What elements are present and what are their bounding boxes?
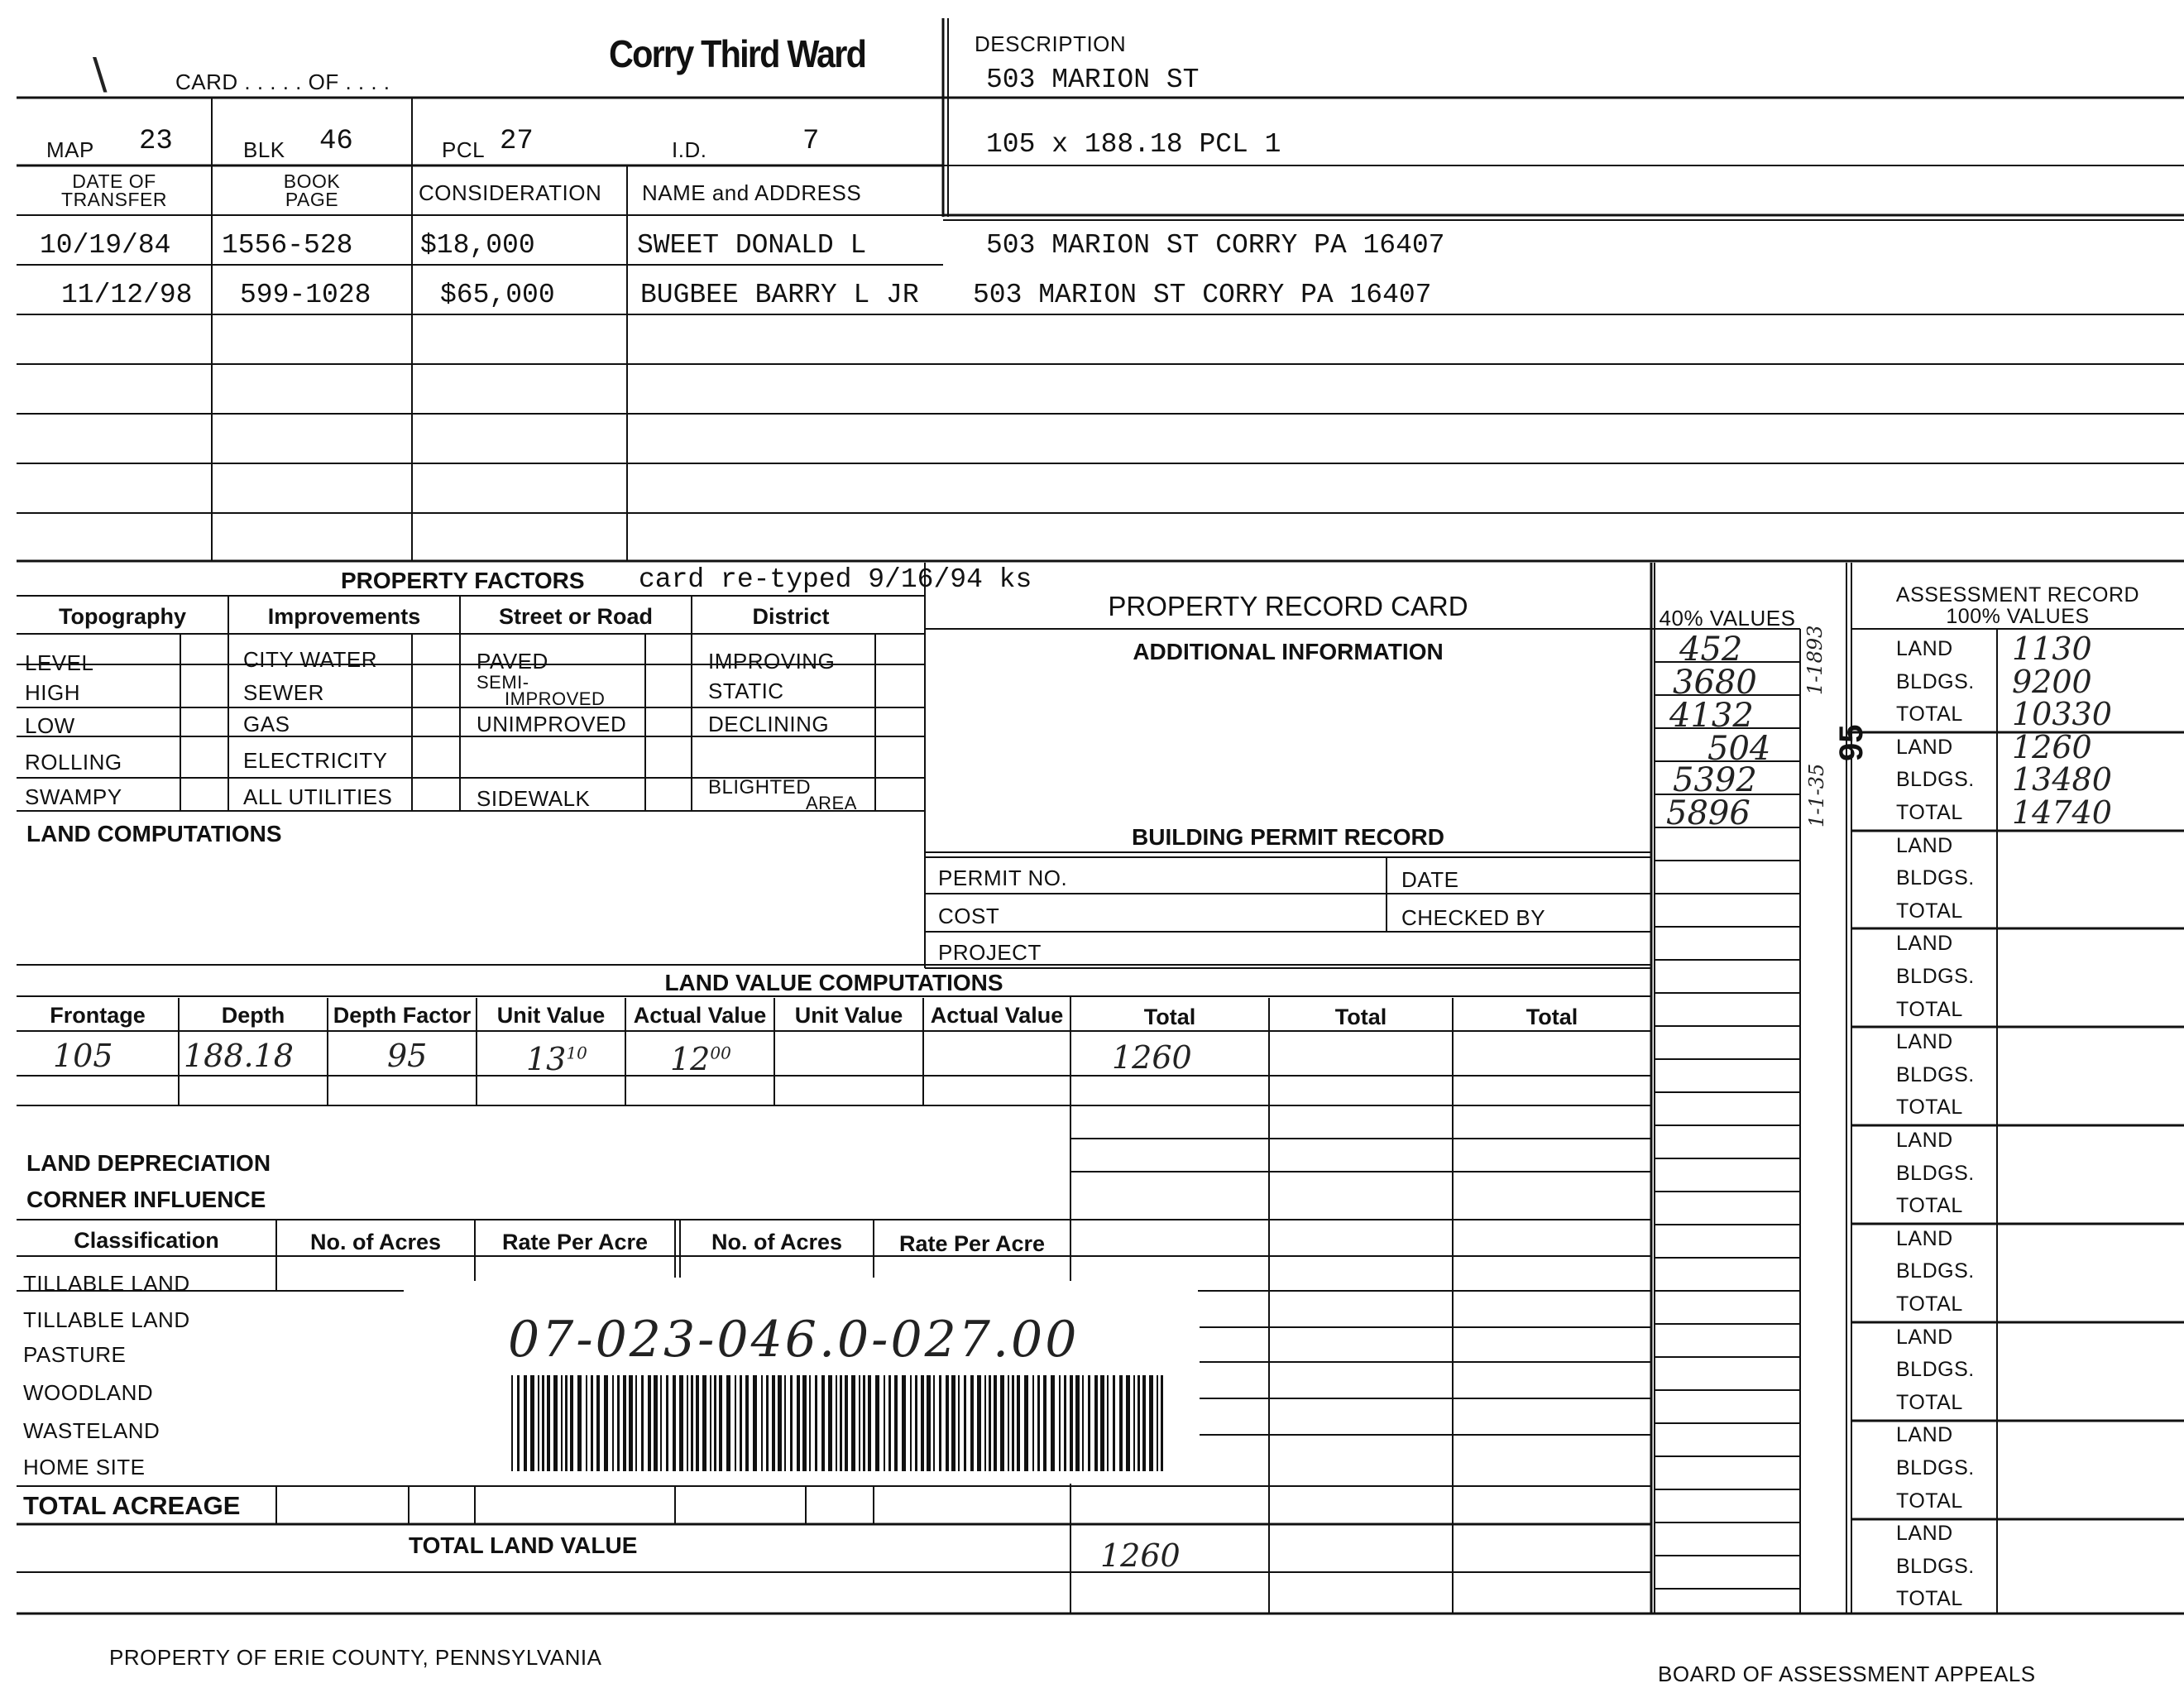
barcode-bar xyxy=(933,1375,935,1471)
barcode-bar xyxy=(654,1375,658,1471)
barcode-bar xyxy=(542,1375,544,1471)
barcode-bar xyxy=(735,1375,736,1471)
district-header: District xyxy=(752,604,830,629)
lv-col-actual-value-2: Actual Value xyxy=(930,1003,1064,1028)
barcode-bar xyxy=(696,1375,699,1471)
retyped-note: card re-typed 9/16/94 ks xyxy=(639,564,1032,595)
barcode-bar xyxy=(894,1375,898,1471)
transfer-1-book: 1556-528 xyxy=(222,230,353,261)
land-depreciation-label: LAND DEPRECIATION xyxy=(26,1150,271,1176)
topo-level: LEVEL xyxy=(25,650,94,675)
barcode-bar xyxy=(790,1375,793,1471)
barcode-bar xyxy=(714,1375,716,1471)
assessment-value-land: 1260 xyxy=(2012,728,2092,765)
barcode-bar xyxy=(1017,1375,1020,1471)
barcode-bar xyxy=(784,1375,786,1471)
barcode-bar xyxy=(939,1375,941,1471)
lv-unit-value: $13^{10}$ xyxy=(526,1041,587,1077)
topo-low: LOW xyxy=(25,713,75,738)
barcode-bar xyxy=(702,1375,706,1471)
permit-project-label: PROJECT xyxy=(938,940,1042,965)
acreage-row-tillable-2: TILLABLE LAND xyxy=(23,1307,190,1332)
barcode-bar xyxy=(927,1375,931,1471)
col-consideration: CONSIDERATION xyxy=(419,180,602,205)
margin-note-1: 1-1893 xyxy=(1803,625,1827,695)
street-sidewalk: SIDEWALK xyxy=(477,786,591,811)
lv-col-total-2: Total xyxy=(1334,1005,1387,1029)
transfer-1-consideration: $18,000 xyxy=(420,230,535,261)
barcode-bar xyxy=(802,1375,807,1471)
barcode-bar xyxy=(1107,1375,1109,1471)
building-permit-title: BUILDING PERMIT RECORD xyxy=(1132,824,1444,850)
barcode-bar xyxy=(1012,1375,1014,1471)
barcode-bar xyxy=(1075,1375,1080,1471)
street-semi: SEMI- xyxy=(477,672,529,693)
total-land-value-amount: 1260 xyxy=(1100,1537,1181,1574)
barcode-bar xyxy=(641,1375,644,1471)
parcel-sticker xyxy=(404,1281,1198,1484)
acreage-col-rate-2: Rate Per Acre xyxy=(898,1231,1046,1256)
barcode-bar xyxy=(517,1375,520,1471)
street-header: Street or Road xyxy=(498,604,654,629)
barcode-bar xyxy=(888,1375,891,1471)
barcode-bar xyxy=(778,1375,782,1471)
value-40-2: 3680 xyxy=(1673,664,1757,702)
assessment-label-bldgs: BLDGS. xyxy=(1896,1161,1975,1185)
barcode-bar xyxy=(875,1375,879,1471)
land-value-title: LAND VALUE COMPUTATIONS xyxy=(664,970,1003,995)
permit-checked-by-label: CHECKED BY xyxy=(1401,905,1546,930)
permit-cost-label: COST xyxy=(938,904,1000,928)
district-declining: DECLINING xyxy=(708,712,830,736)
assessment-label-total: TOTAL xyxy=(1896,1292,1963,1316)
barcode-bar xyxy=(604,1375,608,1471)
topo-swampy: SWAMPY xyxy=(25,784,122,809)
lv-col-unit-value-1: Unit Value xyxy=(496,1003,606,1028)
acreage-row-wasteland: WASTELAND xyxy=(23,1418,160,1443)
barcode-bar xyxy=(740,1375,742,1471)
id-value: 7 xyxy=(802,126,820,157)
barcode-bar xyxy=(809,1375,811,1471)
assessment-label-bldgs: BLDGS. xyxy=(1896,1456,1975,1479)
values-40-header: 40% VALUES xyxy=(1659,606,1796,631)
barcode-bar xyxy=(577,1375,582,1471)
barcode-bar xyxy=(524,1375,527,1471)
street-unimproved: UNIMPROVED xyxy=(477,712,627,736)
acreage-col-acres-1: No. of Acres xyxy=(309,1230,442,1254)
acreage-row-tillable-1: TILLABLE LAND xyxy=(23,1271,190,1296)
district-blighted: BLIGHTED xyxy=(708,776,812,798)
barcode-bar xyxy=(951,1375,956,1471)
barcode-bar xyxy=(629,1375,633,1471)
barcode-bar xyxy=(845,1375,848,1471)
parcel-number: 07-023-046.0-027.00 xyxy=(508,1311,1080,1369)
lv-col-total-1: Total xyxy=(1143,1005,1196,1029)
barcode-bar xyxy=(1100,1375,1104,1471)
corner-influence-label: CORNER INFLUENCE xyxy=(26,1187,266,1212)
barcode-bar xyxy=(859,1375,860,1471)
barcode-bar xyxy=(797,1375,800,1471)
description-label: DESCRIPTION xyxy=(975,31,1127,56)
permit-no-label: PERMIT NO. xyxy=(938,866,1068,890)
barcode-bar xyxy=(977,1375,981,1471)
permit-date-label: DATE xyxy=(1401,867,1459,892)
barcode-bar xyxy=(1133,1375,1135,1471)
total-acreage-label: TOTAL ACREAGE xyxy=(23,1491,241,1520)
barcode-bar xyxy=(745,1375,749,1471)
assessment-label-land: LAND xyxy=(1896,1030,1953,1054)
lv-frontage-value: 105 xyxy=(53,1038,113,1074)
assessment-value-land: 1130 xyxy=(2012,631,2092,667)
barcode-bar xyxy=(964,1375,966,1471)
assessment-label-total: TOTAL xyxy=(1896,1096,1963,1120)
footer-left: PROPERTY OF ERIE COUNTY, PENNSYLVANIA xyxy=(109,1645,602,1670)
property-record-card-title: PROPERTY RECORD CARD xyxy=(1108,591,1468,621)
barcode-bar xyxy=(753,1375,757,1471)
transfer-2-name: BUGBEE BARRY L JR xyxy=(640,280,919,310)
check-mark: ∖ xyxy=(84,51,113,101)
barcode-bar xyxy=(1000,1375,1004,1471)
barcode-bar xyxy=(921,1375,924,1471)
barcode-bar xyxy=(984,1375,986,1471)
street-paved: PAVED xyxy=(477,649,548,674)
barcode-bar xyxy=(553,1375,558,1471)
assessment-label-total: TOTAL xyxy=(1896,997,1963,1021)
barcode-bar xyxy=(946,1375,949,1471)
assessment-label-total: TOTAL xyxy=(1896,1489,1963,1513)
assessment-label-land: LAND xyxy=(1896,637,1953,660)
barcode-bar xyxy=(958,1375,960,1471)
barcode-bar xyxy=(511,1375,513,1471)
barcode-bar xyxy=(1037,1375,1040,1471)
improvements-header: Improvements xyxy=(267,604,421,629)
barcode-bar xyxy=(565,1375,568,1471)
transfer-1-date: 10/19/84 xyxy=(40,230,171,261)
assessment-label-bldgs: BLDGS. xyxy=(1896,1062,1975,1086)
value-40-1: 452 xyxy=(1679,631,1743,669)
acreage-row-home-site: HOME SITE xyxy=(23,1455,146,1479)
assessment-value-bldgs: 9200 xyxy=(2012,663,2092,700)
land-computations-label: LAND COMPUTATIONS xyxy=(26,821,282,846)
card-of-label: CARD . . . . . OF . . . . xyxy=(175,70,390,94)
blk-label: BLK xyxy=(243,137,285,162)
barcode-bar xyxy=(635,1375,637,1471)
barcode-bar xyxy=(561,1375,563,1471)
description-line-2: 105 x 188.18 PCL 1 xyxy=(986,129,1281,160)
barcode-bar xyxy=(994,1375,997,1471)
acreage-row-pasture: PASTURE xyxy=(23,1342,127,1367)
assessment-label-total: TOTAL xyxy=(1896,801,1963,824)
ward-title: Corry Third Ward xyxy=(609,32,866,75)
pcl-label: PCL xyxy=(442,137,486,162)
impr-sewer: SEWER xyxy=(243,680,324,705)
lv-col-actual-value-1: Actual Value xyxy=(633,1003,767,1028)
col-name-address: NAME and ADDRESS xyxy=(642,180,862,205)
barcode-bar xyxy=(915,1375,917,1471)
assessment-label-land: LAND xyxy=(1896,1129,1953,1152)
barcode-bar xyxy=(586,1375,587,1471)
barcode-bar xyxy=(691,1375,693,1471)
assessment-label-total: TOTAL xyxy=(1896,1194,1963,1218)
impr-all-utilities: ALL UTILITIES xyxy=(243,784,393,809)
lv-depth-factor-value: 95 xyxy=(387,1038,428,1074)
assessment-label-land: LAND xyxy=(1896,1522,1953,1546)
property-factors-title: PROPERTY FACTORS xyxy=(341,568,585,593)
barcode-bar xyxy=(1138,1375,1140,1471)
district-improving: IMPROVING xyxy=(708,649,836,674)
lv-col-depth: Depth xyxy=(221,1003,285,1028)
barcode-bar xyxy=(591,1375,593,1471)
barcode-bar xyxy=(836,1375,837,1471)
district-static: STATIC xyxy=(708,679,784,703)
barcode-bar xyxy=(617,1375,620,1471)
barcode-bar xyxy=(821,1375,825,1471)
acreage-row-woodland: WOODLAND xyxy=(23,1380,154,1405)
barcode-bar xyxy=(1059,1375,1061,1471)
value-40-5: 5392 xyxy=(1673,761,1757,799)
transfer-1-name: SWEET DONALD L xyxy=(637,230,867,261)
assessment-label-bldgs: BLDGS. xyxy=(1896,768,1975,792)
barcode-bar xyxy=(623,1375,626,1471)
barcode-bar xyxy=(673,1375,676,1471)
barcode-bar xyxy=(863,1375,865,1471)
barcode-bar xyxy=(570,1375,573,1471)
topography-header: Topography xyxy=(59,604,186,629)
barcode-bar xyxy=(547,1375,550,1471)
barcode-bar xyxy=(1024,1375,1028,1471)
barcode-bar xyxy=(1082,1375,1084,1471)
assessment-label-land: LAND xyxy=(1896,833,1953,857)
barcode-bar xyxy=(902,1375,906,1471)
barcode-bar xyxy=(1119,1375,1123,1471)
lv-col-depth-factor: Depth Factor xyxy=(333,1003,472,1028)
barcode-bar xyxy=(989,1375,991,1471)
barcode-bar xyxy=(1142,1375,1146,1471)
barcode-bar xyxy=(530,1375,534,1471)
barcode-bar xyxy=(648,1375,651,1471)
barcode-bar xyxy=(1032,1375,1034,1471)
barcode-bar xyxy=(612,1375,614,1471)
lv-actual-value: $12^{00}$ xyxy=(670,1041,731,1077)
assessment-label-bldgs: BLDGS. xyxy=(1896,1259,1975,1283)
barcode-bar xyxy=(1157,1375,1158,1471)
barcode-bar xyxy=(1126,1375,1130,1471)
lv-depth-value: 188.18 xyxy=(184,1038,294,1074)
assessment-label-total: TOTAL xyxy=(1896,1390,1963,1414)
barcode-bar xyxy=(851,1375,855,1471)
pcl-value: 27 xyxy=(500,126,534,157)
assessment-value-total: 14740 xyxy=(2012,794,2112,831)
topo-rolling: ROLLING xyxy=(25,750,122,774)
value-40-4: 504 xyxy=(1707,730,1771,768)
col-date-of-transfer: DATE OF TRANSFER xyxy=(61,170,167,210)
district-area: AREA xyxy=(806,793,857,813)
assessment-label-bldgs: BLDGS. xyxy=(1896,866,1975,890)
barcode-bar xyxy=(772,1375,775,1471)
barcode-bar xyxy=(761,1375,763,1471)
value-40-3: 4132 xyxy=(1669,697,1754,735)
lv-col-total-3: Total xyxy=(1525,1005,1578,1029)
blk-value: 46 xyxy=(319,126,353,157)
barcode-bar xyxy=(840,1375,842,1471)
barcode-bar xyxy=(687,1375,688,1471)
barcode-bar xyxy=(726,1375,730,1471)
assessment-value-bldgs: 13480 xyxy=(2012,761,2112,798)
assessment-label-bldgs: BLDGS. xyxy=(1896,965,1975,988)
barcode-bar xyxy=(1149,1375,1153,1471)
impr-city-water: CITY WATER xyxy=(243,647,377,672)
map-value: 23 xyxy=(139,126,173,157)
barcode-bar xyxy=(1113,1375,1115,1471)
barcode-bar xyxy=(828,1375,832,1471)
topo-high: HIGH xyxy=(25,680,80,705)
assessment-label-land: LAND xyxy=(1896,1325,1953,1349)
assessment-label-total: TOTAL xyxy=(1896,899,1963,923)
barcode-bar xyxy=(679,1375,683,1471)
assessment-label-total: TOTAL xyxy=(1896,703,1963,727)
transfer-1-address: 503 MARION ST CORRY PA 16407 xyxy=(986,230,1445,261)
transfer-2-book: 599-1028 xyxy=(240,280,371,310)
barcode-bar xyxy=(1088,1375,1090,1471)
barcode-bar xyxy=(1161,1375,1163,1471)
assessment-label-land: LAND xyxy=(1896,1226,1953,1250)
margin-note-2: 1-1-35 xyxy=(1805,763,1828,827)
barcode-bar xyxy=(666,1375,668,1471)
barcode-bar xyxy=(1043,1375,1046,1471)
assessment-label-land: LAND xyxy=(1896,735,1953,759)
description-line-1: 503 MARION ST xyxy=(986,65,1200,95)
barcode-bar xyxy=(815,1375,817,1471)
transfer-2-address: 503 MARION ST CORRY PA 16407 xyxy=(973,280,1432,310)
total-land-value-label: TOTAL LAND VALUE xyxy=(409,1532,638,1558)
assessment-label-bldgs: BLDGS. xyxy=(1896,669,1975,693)
barcode-bar xyxy=(1064,1375,1066,1471)
acreage-col-classification: Classification xyxy=(74,1228,219,1253)
col-book-page: BOOK PAGE xyxy=(283,170,341,210)
additional-information-label: ADDITIONAL INFORMATION xyxy=(1133,639,1444,664)
street-improved: IMPROVED xyxy=(505,688,606,709)
impr-electricity: ELECTRICITY xyxy=(243,748,388,773)
barcode-bar xyxy=(1094,1375,1098,1471)
margin-note-3: 95 xyxy=(1833,724,1870,761)
barcode-bar xyxy=(719,1375,722,1471)
barcode-bar xyxy=(710,1375,711,1471)
acreage-col-acres-2: No. of Acres xyxy=(711,1230,843,1254)
assessment-label-total: TOTAL xyxy=(1896,1587,1963,1611)
barcode-bar xyxy=(660,1375,662,1471)
transfer-2-consideration: $65,000 xyxy=(440,280,555,310)
barcode-bar xyxy=(970,1375,974,1471)
id-label: I.D. xyxy=(672,137,707,162)
barcode-bar xyxy=(596,1375,600,1471)
barcode-bar xyxy=(1008,1375,1009,1471)
barcode-bar xyxy=(538,1375,539,1471)
lv-col-unit-value-2: Unit Value xyxy=(794,1003,903,1028)
lv-col-frontage: Frontage xyxy=(50,1003,146,1028)
assessment-label-bldgs: BLDGS. xyxy=(1896,1554,1975,1578)
barcode-bar xyxy=(1070,1375,1073,1471)
footer-right: BOARD OF ASSESSMENT APPEALS xyxy=(1658,1662,2036,1686)
assessment-label-land: LAND xyxy=(1896,1423,1953,1447)
assessment-label-land: LAND xyxy=(1896,932,1953,956)
lv-total-value: 1260 xyxy=(1112,1039,1192,1076)
map-label: MAP xyxy=(46,137,94,162)
barcode-bar xyxy=(884,1375,885,1471)
barcode-bar xyxy=(1051,1375,1055,1471)
impr-gas: GAS xyxy=(243,712,290,736)
transfer-2-date: 11/12/98 xyxy=(61,280,193,310)
barcode-bar xyxy=(910,1375,912,1471)
assessment-header: ASSESSMENT RECORD 100% VALUES xyxy=(1895,583,2140,628)
barcode-image xyxy=(511,1375,1173,1471)
value-40-6: 5896 xyxy=(1666,794,1751,832)
acreage-col-rate-1: Rate Per Acre xyxy=(501,1230,649,1254)
barcode-bar xyxy=(766,1375,769,1471)
barcode-bar xyxy=(868,1375,871,1471)
assessment-value-total: 10330 xyxy=(2012,696,2112,733)
assessment-label-bldgs: BLDGS. xyxy=(1896,1358,1975,1382)
